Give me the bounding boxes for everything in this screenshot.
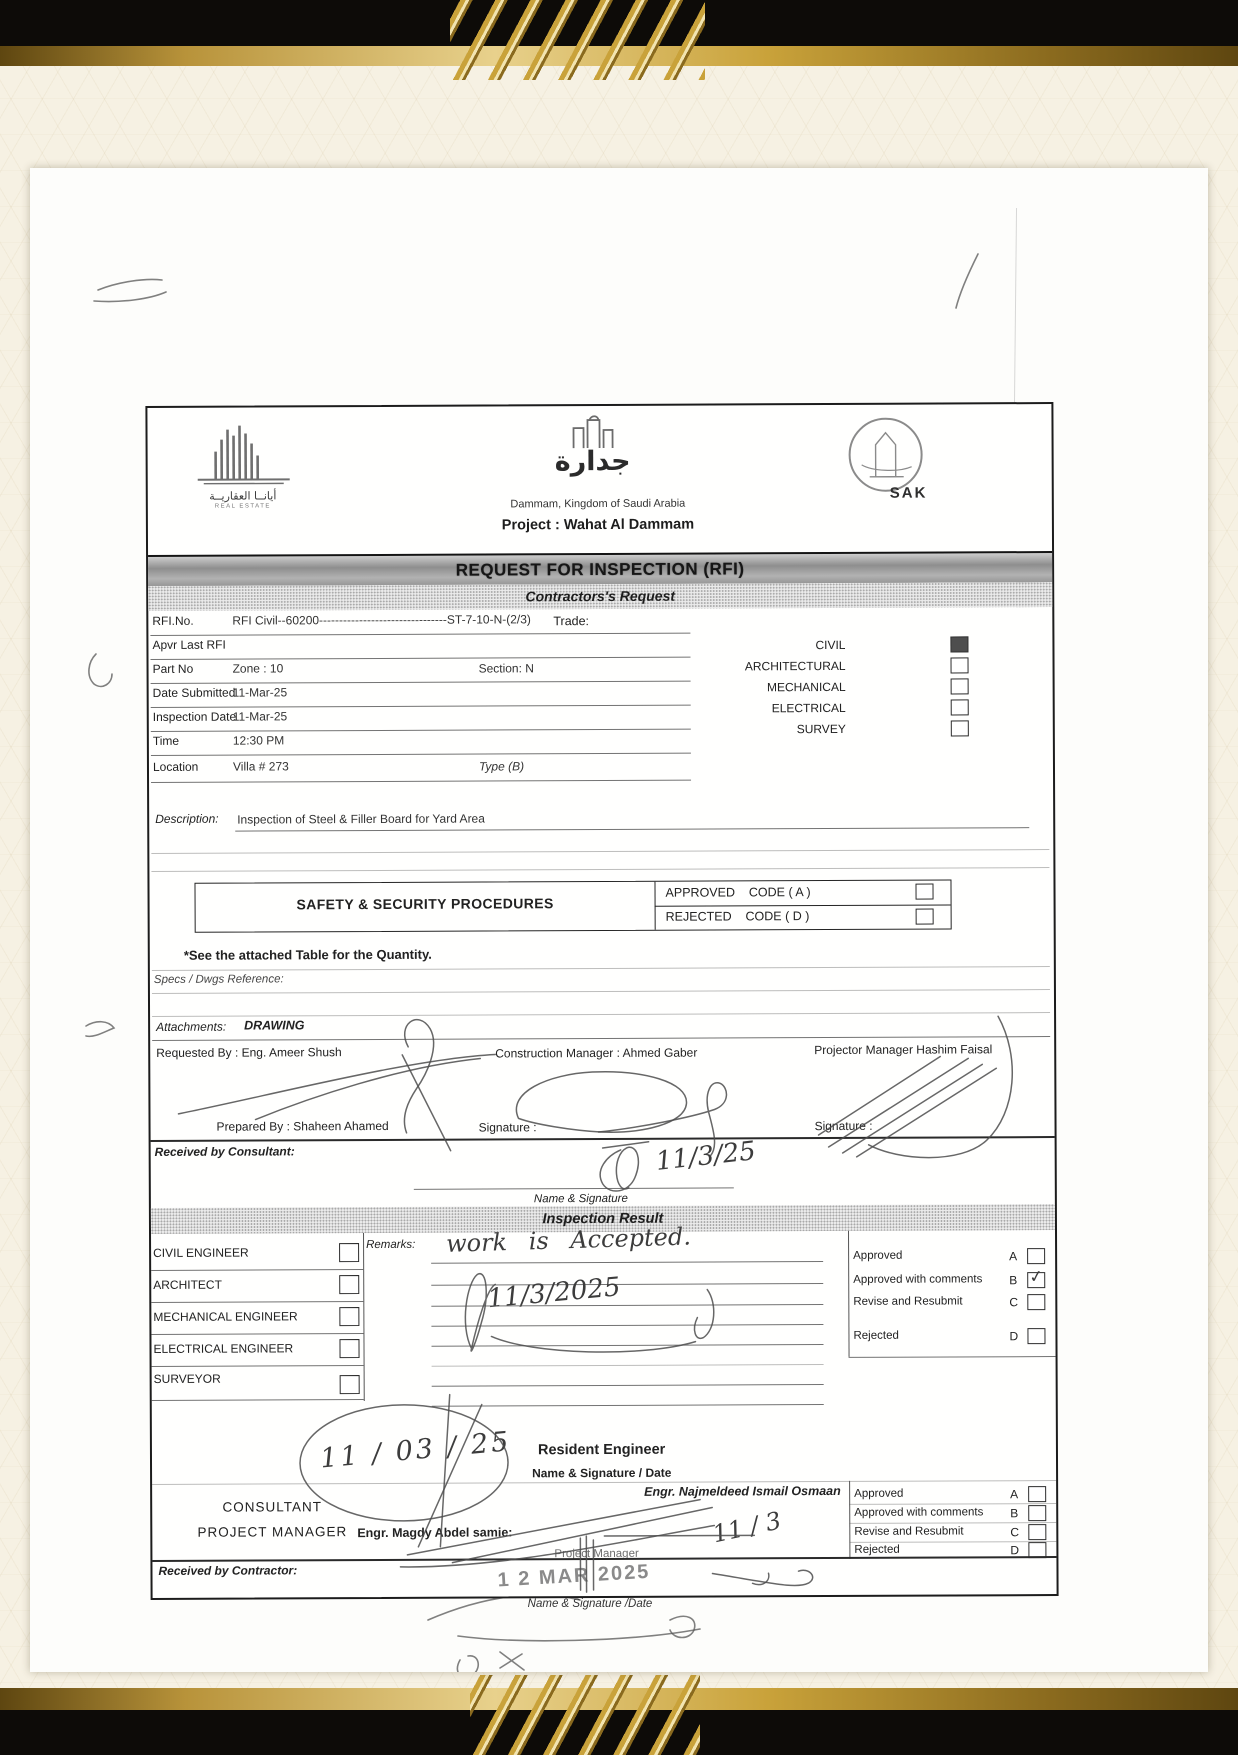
- divider: [151, 657, 691, 660]
- pm-code-approved-comments-label: Approved with comments: [854, 1506, 984, 1519]
- divider: [363, 1233, 365, 1401]
- divider: [152, 1012, 1050, 1017]
- code-revise-label: Revise and Resubmit: [853, 1295, 963, 1308]
- received-by-contractor-label: Received by Contractor:: [158, 1563, 298, 1578]
- engineer-surveyor: SURVEYOR: [153, 1371, 221, 1386]
- remarks-handwriting: work is Accepted.: [445, 1222, 692, 1258]
- divider: [152, 1480, 1056, 1485]
- location-label: Location: [152, 759, 199, 774]
- received-by-consultant-label: Received by Consultant:: [154, 1144, 295, 1159]
- trade-item-survey: SURVEY: [796, 721, 846, 737]
- frame-bottom-diagonal-stripes: [470, 1675, 700, 1755]
- pm-code-approved-letter: A: [1010, 1487, 1019, 1502]
- divider: [151, 705, 691, 708]
- divider: [849, 1541, 1056, 1543]
- divider: [152, 966, 1050, 971]
- trade-label: Trade:: [553, 614, 590, 629]
- inspection-date-label: Inspection Date: [152, 709, 237, 724]
- safety-approved-checkbox: [915, 884, 933, 900]
- engineer-architect: ARCHITECT: [153, 1277, 222, 1292]
- inspection-date-value: 11-Mar-25: [232, 709, 288, 724]
- divider: [151, 1136, 1055, 1142]
- rfi-no-value: RFI Civil--60200--------------------------------ST-7-10-N-(2/3): [232, 612, 531, 628]
- mechanical-engineer-checkbox: [339, 1307, 359, 1326]
- divider: [849, 1481, 850, 1559]
- description-value: Inspection of Steel & Filler Board for Yard Area: [237, 811, 485, 827]
- divider: [431, 1261, 823, 1264]
- date-submitted-value: 11-Mar-25: [232, 685, 288, 700]
- inspection-result-band: Inspection Result: [151, 1204, 1055, 1234]
- code-approved-comments-label: Approved with comments: [853, 1273, 983, 1286]
- divider: [849, 1522, 1056, 1524]
- consultant-role-line2: PROJECT MANAGER: [197, 1524, 348, 1540]
- specs-dwgs-label: Specs / Dwgs Reference:: [153, 973, 284, 986]
- safety-title: SAFETY & SECURITY PROCEDURES: [296, 895, 554, 913]
- prepared-by-label: Prepared By : Shaheen Ahamed: [216, 1118, 389, 1134]
- attachments-value: DRAWING: [244, 1018, 305, 1033]
- code-revise-letter: C: [1009, 1295, 1019, 1310]
- divider: [848, 1231, 850, 1357]
- divider: [432, 1364, 824, 1367]
- rfi-form: [145, 402, 1058, 1600]
- divider: [849, 1356, 1056, 1358]
- pm-code-revise-label: Revise and Resubmit: [854, 1525, 964, 1538]
- project-manager-stamp-text: Project Manager: [554, 1547, 639, 1561]
- part-no-label: Part No: [152, 661, 194, 676]
- code-approved-letter: A: [1009, 1249, 1018, 1264]
- location-value: Villa # 273: [232, 759, 289, 774]
- section-value: Section: N: [478, 661, 534, 676]
- requested-by-label: Requested By : Eng. Ameer Shush: [156, 1045, 342, 1060]
- frame-top-diagonal-stripes: [450, 0, 705, 80]
- engineer-civil: CIVIL ENGINEER: [153, 1245, 249, 1260]
- jadarah-logo-wordmark-ar: جدارة: [554, 445, 631, 478]
- divider: [431, 1324, 823, 1327]
- divider: [414, 1187, 734, 1189]
- divider: [151, 1301, 363, 1303]
- developer-logo-caption-en: REAL ESTATE: [214, 503, 271, 510]
- safety-rejected-checkbox: [916, 909, 934, 925]
- resident-engineer-name: Engr. Najmeldeed Ismail Osmaan: [644, 1483, 841, 1499]
- trade-item-mechanical: MECHANICAL: [766, 679, 846, 695]
- divider: [849, 1503, 1056, 1505]
- trade-checkbox-civil: [950, 636, 968, 652]
- divider: [432, 1404, 824, 1407]
- jadarah-logo-icon: [559, 412, 625, 450]
- divider: [150, 633, 690, 636]
- description-label: Description:: [155, 811, 219, 826]
- surveyor-checkbox: [340, 1375, 360, 1394]
- zone-value: Zone : 10: [232, 661, 284, 676]
- pm-code-revise-letter: C: [1010, 1525, 1020, 1540]
- engineer-electrical: ELECTRICAL ENGINEER: [153, 1341, 294, 1356]
- divider: [151, 780, 691, 783]
- divider: [151, 681, 691, 684]
- consultant-pm-name: Engr. Magdy Abdel samie:: [357, 1525, 513, 1541]
- villa-type-value: Type (B): [478, 759, 525, 774]
- pm-code-approved-checkbox: [1028, 1486, 1046, 1502]
- trade-checkbox-architectural: [951, 657, 969, 673]
- contractors-request-band: Contractors's Request: [148, 582, 1052, 611]
- safety-approved-label: APPROVED CODE ( A ): [665, 885, 811, 900]
- divider: [151, 867, 1049, 872]
- rfi-no-label: RFI.No.: [152, 613, 194, 628]
- signature-label-2: Signature :: [814, 1118, 873, 1134]
- trade-item-architectural: ARCHITECTURAL: [744, 658, 846, 674]
- consultant-role-line1: CONSULTANT: [222, 1499, 322, 1515]
- trade-checkbox-electrical: [951, 699, 969, 715]
- code-approved-checkbox: [1027, 1248, 1045, 1264]
- electrical-engineer-checkbox: [339, 1339, 359, 1358]
- trade-checkbox-mechanical: [951, 678, 969, 694]
- civil-engineer-checkbox: [339, 1243, 359, 1262]
- code-rejected-letter: D: [1009, 1329, 1019, 1344]
- code-approved-label: Approved: [853, 1249, 903, 1262]
- divider: [151, 753, 691, 756]
- signature-label-1: Signature :: [478, 1120, 537, 1135]
- city-line: Dammam, Kingdom of Saudi Arabia: [510, 497, 686, 511]
- engineer-mechanical: MECHANICAL ENGINEER: [153, 1309, 298, 1324]
- code-approved-comments-letter: B: [1009, 1273, 1018, 1288]
- code-rejected-label: Rejected: [853, 1329, 899, 1342]
- code-approved-comments-checkbox: [1027, 1272, 1045, 1288]
- divider: [151, 1333, 363, 1335]
- safety-procedures-box: [194, 879, 951, 932]
- trade-checkbox-survey: [951, 720, 969, 736]
- name-signature-caption: Name & Signature: [533, 1192, 628, 1206]
- divider: [151, 729, 691, 732]
- scanned-paper: [30, 168, 1208, 1672]
- construction-manager-label: Construction Manager : Ahmed Gaber: [495, 1045, 698, 1061]
- form-title-band: REQUEST FOR INSPECTION (RFI): [148, 551, 1052, 588]
- developer-logo-icon: [177, 421, 307, 492]
- remarks-date-handwriting: 11/3/2025: [486, 1272, 622, 1315]
- divider: [151, 849, 1049, 854]
- sak-logo-text: SAK: [889, 484, 928, 502]
- apvr-last-rfi-label: Apvr Last RFI: [152, 637, 226, 652]
- trade-item-electrical: ELECTRICAL: [771, 700, 846, 716]
- code-revise-checkbox: [1027, 1294, 1045, 1310]
- date-submitted-label: Date Submitted: [152, 685, 236, 700]
- consultant-date-handwriting: 11 / 3: [710, 1506, 784, 1549]
- resident-name-signature-caption: Name & Signature / Date: [532, 1465, 672, 1481]
- divider: [432, 1344, 824, 1347]
- code-rejected-checkbox: [1027, 1328, 1045, 1344]
- trade-item-civil: CIVIL: [815, 637, 846, 653]
- pm-code-rejected-letter: D: [1010, 1543, 1020, 1558]
- safety-rejected-label: REJECTED CODE ( D ): [665, 909, 810, 924]
- pm-code-approved-label: Approved: [854, 1487, 904, 1500]
- pm-code-approved-comments-checkbox: [1028, 1505, 1046, 1521]
- divider: [235, 827, 1029, 831]
- pm-code-revise-checkbox: [1028, 1524, 1046, 1540]
- resident-date-handwriting: 11 / 03 / 25: [318, 1426, 513, 1475]
- quantity-note: *See the attached Table for the Quantity.: [183, 946, 432, 963]
- time-label: Time: [152, 733, 180, 748]
- project-title: Project : Wahat Al Dammam: [501, 516, 695, 534]
- remarks-label: Remarks:: [366, 1238, 416, 1252]
- pm-code-approved-comments-letter: B: [1010, 1506, 1019, 1521]
- divider: [655, 904, 951, 906]
- divider: [152, 1036, 1050, 1041]
- architect-checkbox: [339, 1275, 359, 1294]
- divider: [152, 1399, 364, 1401]
- consultant-received-date-handwriting: 11/3/25: [654, 1136, 758, 1177]
- divider: [152, 989, 1050, 994]
- bottom-name-signature-caption: Name & Signature /Date: [527, 1598, 653, 1610]
- divider: [152, 1365, 364, 1367]
- resident-engineer-title: Resident Engineer: [537, 1441, 666, 1459]
- pm-code-rejected-label: Rejected: [854, 1543, 900, 1556]
- divider: [151, 1269, 363, 1271]
- divider: [432, 1384, 824, 1387]
- developer-logo-caption-ar: أيانــا العقاريــة: [209, 489, 277, 503]
- time-value: 12:30 PM: [232, 733, 285, 748]
- project-manager-label: Projector Manager Hashim Faisal: [814, 1042, 993, 1058]
- attachments-label: Attachments:: [156, 1019, 227, 1034]
- date-received-stamp: 1 2 MAR 2025: [496, 1560, 651, 1592]
